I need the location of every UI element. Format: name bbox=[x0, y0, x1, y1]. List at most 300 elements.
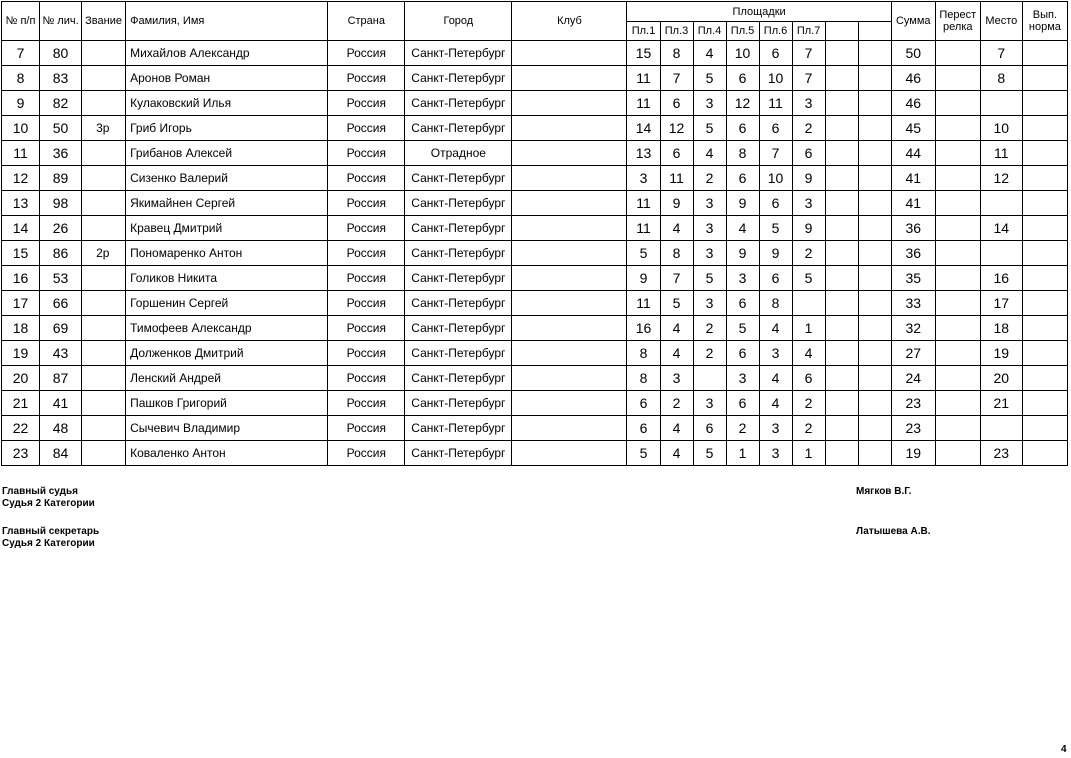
cell-license-number: 48 bbox=[40, 416, 82, 441]
cell-np: 9 bbox=[2, 91, 40, 116]
cell-area-score: 3 bbox=[660, 366, 693, 391]
cell-area-score: 8 bbox=[726, 141, 759, 166]
table-row bbox=[2, 391, 1068, 416]
cell-area-score: 1 bbox=[726, 441, 759, 466]
cell-club bbox=[512, 266, 627, 291]
cell-area-score: 6 bbox=[726, 291, 759, 316]
table-row bbox=[2, 441, 1068, 466]
cell-area-score: 3 bbox=[693, 91, 726, 116]
table-row bbox=[2, 141, 1068, 166]
cell-area-score bbox=[825, 316, 858, 341]
cell-area-score: 3 bbox=[792, 91, 825, 116]
cell-area-score bbox=[825, 66, 858, 91]
cell-rank bbox=[82, 341, 126, 366]
cell-city: Санкт-Петербург bbox=[405, 191, 512, 216]
cell-place: 8 bbox=[980, 66, 1022, 91]
cell-sum: 41 bbox=[891, 191, 935, 216]
cell-area-score: 16 bbox=[627, 316, 660, 341]
cell-place bbox=[980, 416, 1022, 441]
cell-name: Сизенко Валерий bbox=[126, 166, 328, 191]
chief-secretary-block bbox=[2, 526, 99, 550]
cell-norm bbox=[1022, 241, 1067, 266]
cell-reweigh bbox=[935, 66, 980, 91]
header-club: Клуб bbox=[512, 2, 627, 41]
cell-area-score bbox=[858, 366, 891, 391]
cell-license-number: 82 bbox=[40, 91, 82, 116]
table-row bbox=[2, 116, 1068, 141]
cell-club bbox=[512, 241, 627, 266]
cell-area-score: 9 bbox=[627, 266, 660, 291]
cell-place: 14 bbox=[980, 216, 1022, 241]
cell-area-score: 2 bbox=[693, 316, 726, 341]
cell-area-score: 3 bbox=[693, 216, 726, 241]
cell-country: Россия bbox=[328, 266, 405, 291]
cell-area-score bbox=[825, 266, 858, 291]
cell-area-score: 8 bbox=[759, 291, 792, 316]
cell-name: Долженков Дмитрий bbox=[126, 341, 328, 366]
cell-name: Кравец Дмитрий bbox=[126, 216, 328, 241]
cell-reweigh bbox=[935, 141, 980, 166]
cell-area-score: 3 bbox=[726, 366, 759, 391]
cell-license-number: 80 bbox=[40, 41, 82, 66]
cell-club bbox=[512, 441, 627, 466]
cell-rank bbox=[82, 41, 126, 66]
cell-country: Россия bbox=[328, 366, 405, 391]
cell-area-score: 6 bbox=[726, 391, 759, 416]
table-row bbox=[2, 291, 1068, 316]
cell-area-score: 9 bbox=[792, 166, 825, 191]
cell-area-score: 9 bbox=[792, 216, 825, 241]
cell-rank bbox=[82, 266, 126, 291]
cell-area-score: 11 bbox=[627, 291, 660, 316]
cell-country: Россия bbox=[328, 116, 405, 141]
cell-norm bbox=[1022, 441, 1067, 466]
header-rank: Звание bbox=[82, 2, 126, 41]
cell-area-score: 5 bbox=[792, 266, 825, 291]
cell-area-score: 6 bbox=[759, 116, 792, 141]
cell-area-score bbox=[792, 291, 825, 316]
cell-name: Аронов Роман bbox=[126, 66, 328, 91]
cell-rank: 3р bbox=[82, 116, 126, 141]
cell-rank bbox=[82, 216, 126, 241]
cell-city: Санкт-Петербург bbox=[405, 66, 512, 91]
cell-name: Сычевич Владимир bbox=[126, 416, 328, 441]
cell-place: 19 bbox=[980, 341, 1022, 366]
cell-sum: 46 bbox=[891, 66, 935, 91]
cell-area-score: 3 bbox=[792, 191, 825, 216]
cell-city: Санкт-Петербург bbox=[405, 91, 512, 116]
cell-reweigh bbox=[935, 166, 980, 191]
cell-area-score: 9 bbox=[759, 241, 792, 266]
cell-area-score bbox=[825, 216, 858, 241]
cell-club bbox=[512, 66, 627, 91]
cell-city: Санкт-Петербург bbox=[405, 116, 512, 141]
cell-sum: 41 bbox=[891, 166, 935, 191]
cell-license-number: 36 bbox=[40, 141, 82, 166]
cell-city: Санкт-Петербург bbox=[405, 316, 512, 341]
cell-club bbox=[512, 216, 627, 241]
chief-judge-title: Главный судья bbox=[2, 486, 78, 497]
cell-reweigh bbox=[935, 241, 980, 266]
cell-rank: 2р bbox=[82, 241, 126, 266]
cell-np: 18 bbox=[2, 316, 40, 341]
cell-area-score: 5 bbox=[693, 116, 726, 141]
cell-area-score: 3 bbox=[759, 416, 792, 441]
cell-area-score: 4 bbox=[792, 341, 825, 366]
cell-sum: 36 bbox=[891, 216, 935, 241]
table-row bbox=[2, 366, 1068, 391]
cell-reweigh bbox=[935, 266, 980, 291]
cell-rank bbox=[82, 91, 126, 116]
cell-np: 17 bbox=[2, 291, 40, 316]
cell-license-number: 41 bbox=[40, 391, 82, 416]
cell-sum: 24 bbox=[891, 366, 935, 391]
cell-area-score bbox=[858, 166, 891, 191]
cell-area-score bbox=[825, 391, 858, 416]
cell-country: Россия bbox=[328, 166, 405, 191]
cell-place: 7 bbox=[980, 41, 1022, 66]
cell-rank bbox=[82, 66, 126, 91]
cell-area-score: 6 bbox=[759, 41, 792, 66]
cell-place bbox=[980, 91, 1022, 116]
cell-area-score: 2 bbox=[792, 241, 825, 266]
chief-secretary-category: Судья 2 Категории bbox=[2, 538, 95, 549]
cell-rank bbox=[82, 441, 126, 466]
cell-area-score bbox=[858, 391, 891, 416]
cell-place: 10 bbox=[980, 116, 1022, 141]
cell-rank bbox=[82, 291, 126, 316]
header-sum: Сумма bbox=[891, 2, 935, 41]
cell-area-score: 4 bbox=[660, 316, 693, 341]
cell-area-score: 2 bbox=[792, 416, 825, 441]
cell-area-score: 11 bbox=[660, 166, 693, 191]
cell-area-score bbox=[825, 41, 858, 66]
cell-name: Якимайнен Сергей bbox=[126, 191, 328, 216]
cell-norm bbox=[1022, 91, 1067, 116]
cell-area-score: 7 bbox=[660, 266, 693, 291]
cell-country: Россия bbox=[328, 341, 405, 366]
cell-norm bbox=[1022, 416, 1067, 441]
cell-reweigh bbox=[935, 341, 980, 366]
cell-area-score: 5 bbox=[627, 441, 660, 466]
cell-area-score: 14 bbox=[627, 116, 660, 141]
cell-country: Россия bbox=[328, 41, 405, 66]
table-row bbox=[2, 191, 1068, 216]
cell-sum: 44 bbox=[891, 141, 935, 166]
header-norm: Вып. норма bbox=[1022, 2, 1067, 41]
cell-np: 12 bbox=[2, 166, 40, 191]
cell-area-score: 2 bbox=[693, 341, 726, 366]
cell-area-score: 6 bbox=[726, 341, 759, 366]
header-reweigh: Перест релка bbox=[935, 2, 980, 41]
table-row bbox=[2, 166, 1068, 191]
cell-name: Пономаренко Антон bbox=[126, 241, 328, 266]
table-row bbox=[2, 316, 1068, 341]
cell-area-score: 6 bbox=[759, 266, 792, 291]
cell-area-score: 4 bbox=[759, 391, 792, 416]
cell-area-score: 15 bbox=[627, 41, 660, 66]
header-area-extra-2 bbox=[858, 22, 891, 41]
cell-license-number: 66 bbox=[40, 291, 82, 316]
table-row bbox=[2, 241, 1068, 266]
cell-sum: 23 bbox=[891, 391, 935, 416]
cell-country: Россия bbox=[328, 391, 405, 416]
cell-sum: 36 bbox=[891, 241, 935, 266]
table-row bbox=[2, 91, 1068, 116]
cell-area-score bbox=[858, 341, 891, 366]
cell-area-score: 3 bbox=[693, 391, 726, 416]
cell-area-score: 9 bbox=[726, 241, 759, 266]
cell-area-score: 9 bbox=[660, 191, 693, 216]
cell-area-score bbox=[858, 241, 891, 266]
table-row bbox=[2, 216, 1068, 241]
cell-area-score bbox=[858, 66, 891, 91]
cell-area-score bbox=[858, 266, 891, 291]
chief-judge-name: Мягков В.Г. bbox=[856, 486, 912, 497]
cell-area-score bbox=[825, 91, 858, 116]
cell-name: Ленский Андрей bbox=[126, 366, 328, 391]
cell-area-score: 10 bbox=[759, 66, 792, 91]
cell-area-score bbox=[858, 141, 891, 166]
cell-reweigh bbox=[935, 366, 980, 391]
cell-city: Отрадное bbox=[405, 141, 512, 166]
cell-norm bbox=[1022, 341, 1067, 366]
cell-reweigh bbox=[935, 291, 980, 316]
cell-place bbox=[980, 241, 1022, 266]
header-area-7: Пл.7 bbox=[792, 22, 825, 41]
cell-club bbox=[512, 116, 627, 141]
cell-rank bbox=[82, 391, 126, 416]
cell-reweigh bbox=[935, 116, 980, 141]
cell-area-score bbox=[858, 216, 891, 241]
chief-judge-block bbox=[2, 486, 95, 510]
cell-area-score: 4 bbox=[693, 41, 726, 66]
cell-area-score: 7 bbox=[660, 66, 693, 91]
cell-area-score: 11 bbox=[627, 216, 660, 241]
header-license-number: № лич. bbox=[40, 2, 82, 41]
cell-np: 15 bbox=[2, 241, 40, 266]
cell-area-score: 7 bbox=[792, 41, 825, 66]
cell-city: Санкт-Петербург bbox=[405, 291, 512, 316]
cell-license-number: 50 bbox=[40, 116, 82, 141]
cell-area-score: 2 bbox=[693, 166, 726, 191]
cell-sum: 23 bbox=[891, 416, 935, 441]
cell-np: 22 bbox=[2, 416, 40, 441]
cell-area-score: 5 bbox=[693, 66, 726, 91]
cell-city: Санкт-Петербург bbox=[405, 216, 512, 241]
cell-area-score bbox=[825, 191, 858, 216]
cell-name: Кулаковский Илья bbox=[126, 91, 328, 116]
cell-name: Гриб Игорь bbox=[126, 116, 328, 141]
cell-np: 11 bbox=[2, 141, 40, 166]
table-row bbox=[2, 416, 1068, 441]
header-area-5: Пл.5 bbox=[726, 22, 759, 41]
cell-area-score bbox=[693, 366, 726, 391]
cell-norm bbox=[1022, 41, 1067, 66]
cell-country: Россия bbox=[328, 141, 405, 166]
table-row bbox=[2, 341, 1068, 366]
cell-area-score: 3 bbox=[726, 266, 759, 291]
cell-name: Горшенин Сергей bbox=[126, 291, 328, 316]
cell-club bbox=[512, 366, 627, 391]
cell-area-score: 13 bbox=[627, 141, 660, 166]
cell-area-score: 2 bbox=[792, 116, 825, 141]
cell-place: 11 bbox=[980, 141, 1022, 166]
cell-country: Россия bbox=[328, 66, 405, 91]
table-row bbox=[2, 266, 1068, 291]
cell-np: 8 bbox=[2, 66, 40, 91]
header-area-1: Пл.1 bbox=[627, 22, 660, 41]
cell-area-score bbox=[858, 116, 891, 141]
cell-area-score: 3 bbox=[759, 441, 792, 466]
cell-club bbox=[512, 166, 627, 191]
cell-area-score: 5 bbox=[627, 241, 660, 266]
cell-norm bbox=[1022, 116, 1067, 141]
cell-sum: 35 bbox=[891, 266, 935, 291]
cell-area-score: 11 bbox=[627, 66, 660, 91]
cell-area-score bbox=[858, 191, 891, 216]
cell-license-number: 89 bbox=[40, 166, 82, 191]
cell-area-score: 4 bbox=[660, 341, 693, 366]
cell-area-score bbox=[858, 316, 891, 341]
cell-area-score: 7 bbox=[759, 141, 792, 166]
cell-sum: 27 bbox=[891, 341, 935, 366]
cell-club bbox=[512, 41, 627, 66]
cell-name: Коваленко Антон bbox=[126, 441, 328, 466]
cell-city: Санкт-Петербург bbox=[405, 166, 512, 191]
cell-place: 21 bbox=[980, 391, 1022, 416]
chief-secretary-title: Главный секретарь bbox=[2, 526, 100, 537]
cell-country: Россия bbox=[328, 416, 405, 441]
cell-club bbox=[512, 291, 627, 316]
cell-license-number: 87 bbox=[40, 366, 82, 391]
cell-area-score bbox=[858, 41, 891, 66]
header-area-extra-1 bbox=[825, 22, 858, 41]
cell-rank bbox=[82, 366, 126, 391]
cell-club bbox=[512, 316, 627, 341]
header-city: Город bbox=[405, 2, 512, 41]
cell-area-score: 3 bbox=[627, 166, 660, 191]
cell-area-score: 12 bbox=[726, 91, 759, 116]
cell-place: 23 bbox=[980, 441, 1022, 466]
cell-area-score: 6 bbox=[660, 141, 693, 166]
cell-country: Россия bbox=[328, 191, 405, 216]
cell-area-score bbox=[858, 91, 891, 116]
cell-club bbox=[512, 416, 627, 441]
header-area-3: Пл.3 bbox=[660, 22, 693, 41]
cell-reweigh bbox=[935, 416, 980, 441]
cell-area-score: 4 bbox=[759, 366, 792, 391]
cell-area-score bbox=[858, 441, 891, 466]
cell-np: 10 bbox=[2, 116, 40, 141]
cell-area-score bbox=[858, 291, 891, 316]
cell-city: Санкт-Петербург bbox=[405, 266, 512, 291]
cell-np: 19 bbox=[2, 341, 40, 366]
cell-area-score: 6 bbox=[693, 416, 726, 441]
cell-area-score: 6 bbox=[726, 116, 759, 141]
cell-city: Санкт-Петербург bbox=[405, 391, 512, 416]
cell-area-score: 6 bbox=[726, 166, 759, 191]
cell-norm bbox=[1022, 291, 1067, 316]
cell-city: Санкт-Петербург bbox=[405, 366, 512, 391]
cell-country: Россия bbox=[328, 441, 405, 466]
chief-secretary-name: Латышева А.В. bbox=[856, 526, 931, 537]
cell-area-score: 2 bbox=[726, 416, 759, 441]
cell-area-score: 6 bbox=[627, 391, 660, 416]
cell-license-number: 26 bbox=[40, 216, 82, 241]
cell-city: Санкт-Петербург bbox=[405, 416, 512, 441]
cell-country: Россия bbox=[328, 291, 405, 316]
cell-reweigh bbox=[935, 191, 980, 216]
cell-np: 16 bbox=[2, 266, 40, 291]
cell-country: Россия bbox=[328, 316, 405, 341]
cell-area-score: 6 bbox=[660, 91, 693, 116]
header-country: Страна bbox=[328, 2, 405, 41]
cell-norm bbox=[1022, 391, 1067, 416]
cell-area-score: 4 bbox=[726, 216, 759, 241]
cell-place: 12 bbox=[980, 166, 1022, 191]
cell-city: Санкт-Петербург bbox=[405, 341, 512, 366]
cell-rank bbox=[82, 166, 126, 191]
header-place: Место bbox=[980, 2, 1022, 41]
results-body bbox=[2, 41, 1068, 466]
cell-club bbox=[512, 341, 627, 366]
cell-name: Грибанов Алексей bbox=[126, 141, 328, 166]
cell-area-score: 3 bbox=[693, 291, 726, 316]
cell-rank bbox=[82, 316, 126, 341]
table-row bbox=[2, 41, 1068, 66]
header-area-6: Пл.6 bbox=[759, 22, 792, 41]
cell-place: 16 bbox=[980, 266, 1022, 291]
cell-reweigh bbox=[935, 41, 980, 66]
cell-area-score: 6 bbox=[627, 416, 660, 441]
cell-place: 17 bbox=[980, 291, 1022, 316]
results-table bbox=[1, 1, 1068, 466]
cell-area-score: 4 bbox=[759, 316, 792, 341]
cell-norm bbox=[1022, 366, 1067, 391]
cell-area-score bbox=[825, 416, 858, 441]
cell-area-score: 6 bbox=[792, 366, 825, 391]
cell-license-number: 83 bbox=[40, 66, 82, 91]
cell-area-score: 1 bbox=[792, 441, 825, 466]
cell-norm bbox=[1022, 66, 1067, 91]
cell-name: Пашков Григорий bbox=[126, 391, 328, 416]
cell-place bbox=[980, 191, 1022, 216]
cell-area-score: 4 bbox=[693, 141, 726, 166]
cell-area-score: 2 bbox=[660, 391, 693, 416]
cell-rank bbox=[82, 191, 126, 216]
header-areas: Площадки bbox=[627, 2, 891, 22]
cell-area-score: 10 bbox=[726, 41, 759, 66]
cell-area-score: 6 bbox=[792, 141, 825, 166]
cell-name: Михайлов Александр bbox=[126, 41, 328, 66]
cell-area-score bbox=[825, 291, 858, 316]
cell-area-score: 11 bbox=[627, 191, 660, 216]
cell-country: Россия bbox=[328, 241, 405, 266]
cell-sum: 50 bbox=[891, 41, 935, 66]
cell-area-score: 3 bbox=[693, 241, 726, 266]
cell-name: Тимофеев Александр bbox=[126, 316, 328, 341]
cell-city: Санкт-Петербург bbox=[405, 441, 512, 466]
cell-license-number: 98 bbox=[40, 191, 82, 216]
cell-reweigh bbox=[935, 441, 980, 466]
cell-sum: 19 bbox=[891, 441, 935, 466]
cell-np: 21 bbox=[2, 391, 40, 416]
cell-np: 7 bbox=[2, 41, 40, 66]
cell-area-score: 6 bbox=[759, 191, 792, 216]
cell-area-score: 4 bbox=[660, 441, 693, 466]
cell-area-score: 5 bbox=[759, 216, 792, 241]
